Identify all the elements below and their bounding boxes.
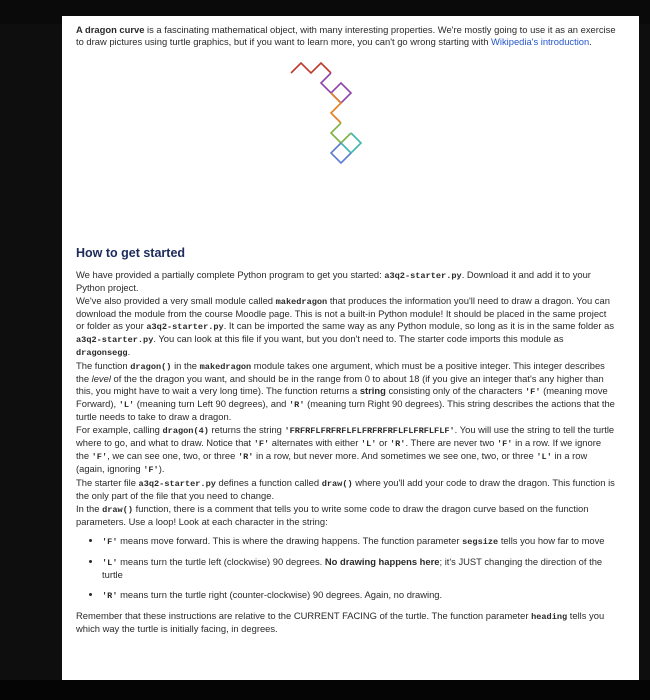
paragraph-download: We have provided a partially complete Python program to get you started: a3q2-starter.py. Download it and add it to your Python project. [76, 269, 591, 293]
figure-area [76, 49, 616, 219]
section-heading: How to get started [76, 246, 186, 260]
dragon-curve-segment-orange [331, 93, 341, 123]
list-item-r: • 'R' means turn the turtle right (counter-clockwise) 90 degrees. Again, no drawing. [102, 589, 616, 602]
intro-text: is a fascinating mathematical object, with many interesting properties. We're mostly going to use it as an exercise to draw pictures using turtle graphics, but if you want to learn more, you can't go wrong starting with [76, 24, 616, 47]
bottom-bar [0, 680, 650, 700]
dragon-curve-term: A dragon curve [76, 24, 145, 35]
code-filename: a3q2-starter.py [384, 271, 462, 281]
content-body [76, 24, 616, 636]
document-page [62, 16, 639, 680]
paragraph-example: For example, calling dragon(4) returns the string 'FRFRFLFRFRFLFLFRFRFRFLFLFRFLFLF'. You will use the string to tell the turtle where to go, and what to draw. Notice that 'F' alternates with either 'L' or 'R'. There are never two 'F' in a row. If we ignore the 'F', we can see one, two, or three 'R' in a row, but never more. And sometimes we see one, two, or three 'L' in a row (again, ignoring 'F'). [76, 424, 615, 475]
dragon-curve-figure [281, 45, 401, 180]
list-item-f: • 'F' means move forward. This is where the drawing happens. The function parameter segsize tells you how far to move [102, 535, 616, 548]
instruction-list [76, 535, 616, 602]
paragraph-remember: Remember that these instructions are relative to the CURRENT FACING of the turtle. The function parameter heading tells you which way the turtle is initially facing, in degrees. [76, 610, 605, 634]
list-item-l: • 'L' means turn the turtle left (clockwise) 90 degrees. No drawing happens here; it's JUST changing the direction of the turtle [102, 556, 616, 581]
paragraph-module: We've also provided a very small module called makedragon that produces the information you'll need to draw a dragon. You can download the module from the course Moodle page. This is not a built-in Python module! It should be placed in the same project or folder as your a3q2-starter.py. It can be imported the same way as any Python module, so long as it is in the same folder as a3q2-starter.py. You can look at this file if you want, but you don't need to. The starter code imports this module as dragonsegg. [76, 295, 615, 358]
dragon-curve-segment-red [291, 63, 331, 73]
dragon-curve-segment-green [331, 123, 351, 143]
dragon-curve-segment-blue [331, 143, 351, 163]
paragraph-starter-file: The starter file a3q2-starter.py defines a function called draw() where you'll add your code to draw the dragon. This function is the only part of the file that you need to change. [76, 477, 615, 501]
intro-paragraph: A dragon curve is a fascinating mathematical object, with many interesting properties. We're mostly going to use it as an exercise to draw pictures using turtle graphics, but if you want to learn more, you can't go wrong starting with Wikipedia's introduction. [76, 24, 616, 47]
paragraph-draw-function: In the draw() function, there is a comment that tells you to write some code to draw the dragon curve based on the function parameters. Use a loop! Look at each character in the string: [76, 503, 589, 527]
paragraph-dragon-function: The function dragon() in the makedragon module takes one argument, which must be a positive integer. This integer describes the level of the the dragon you want, and should be in the range from 0 to about 18 (if you give an integer that's any higher than this, you might have to wait a very long time). The function returns a string consisting only of the characters 'F' (meaning move Forward), 'L' (meaning turn Left 90 degrees), and 'R' (meaning turn Right 90 degrees). This string describes the actions that the turtle needs to take to draw a dragon. [76, 360, 615, 422]
wikipedia-link[interactable]: Wikipedia's introduction [491, 36, 590, 47]
dragon-curve-segment-teal [341, 133, 361, 153]
